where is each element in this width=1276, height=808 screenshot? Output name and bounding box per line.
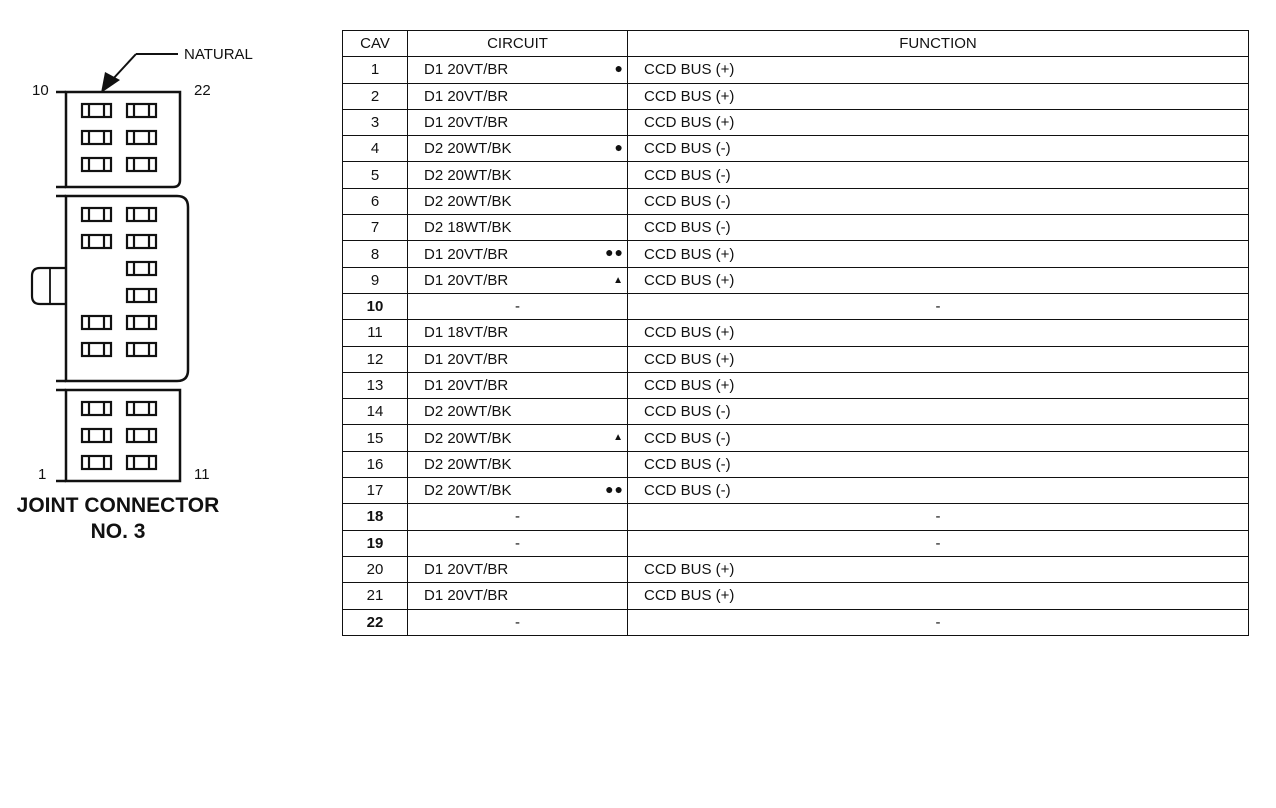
circuit-text: D2 20WT/BK — [424, 166, 512, 184]
circuit-cell — [408, 478, 628, 504]
table-row — [343, 425, 1249, 451]
table-row — [343, 583, 1249, 609]
function-cell: CCD BUS (-) — [628, 478, 1249, 504]
circuit-text: D1 20VT/BR — [424, 587, 509, 605]
function-cell: CCD BUS (-) — [628, 136, 1249, 162]
circuit-text: D1 20VT/BR — [424, 271, 509, 289]
cav-cell: 11 — [343, 320, 408, 346]
table-header-row — [343, 31, 1249, 57]
circuit-cell — [408, 241, 628, 267]
circuit-cell — [408, 451, 628, 477]
circuit-cell — [408, 320, 628, 346]
function-cell: CCD BUS (+) — [628, 320, 1249, 346]
circuit-text: - — [515, 508, 520, 526]
cav-cell: 4 — [343, 136, 408, 162]
function-cell: CCD BUS (+) — [628, 241, 1249, 267]
cav-cell: 17 — [343, 478, 408, 504]
table-row — [343, 57, 1249, 83]
circuit-text: D1 20VT/BR — [424, 245, 509, 263]
table-row — [343, 83, 1249, 109]
dot-marker-icon: ●● — [605, 481, 624, 498]
circuit-text: D2 20WT/BK — [424, 192, 512, 210]
function-cell: CCD BUS (+) — [628, 556, 1249, 582]
function-cell: CCD BUS (-) — [628, 215, 1249, 241]
table-row — [343, 109, 1249, 135]
pin-label-10: 10 — [32, 82, 49, 99]
pinout-table — [342, 30, 1249, 636]
cav-cell: 9 — [343, 267, 408, 293]
cav-cell: 2 — [343, 83, 408, 109]
table-row — [343, 320, 1249, 346]
cav-cell: 19 — [343, 530, 408, 556]
header-cav: CAV — [343, 31, 408, 57]
circuit-text: - — [515, 613, 520, 631]
function-cell: CCD BUS (-) — [628, 425, 1249, 451]
cav-cell: 1 — [343, 57, 408, 83]
cav-cell: 13 — [343, 372, 408, 398]
circuit-text: D1 20VT/BR — [424, 350, 509, 368]
pin-label-11: 11 — [194, 466, 210, 483]
function-cell: - — [628, 609, 1249, 635]
circuit-text: D1 20VT/BR — [424, 61, 509, 79]
header-function: FUNCTION — [628, 31, 1249, 57]
circuit-text: D2 20WT/BK — [424, 403, 512, 421]
triangle-marker-icon: ▲ — [613, 274, 624, 286]
table-row — [343, 451, 1249, 477]
table-row — [343, 556, 1249, 582]
function-cell: - — [628, 530, 1249, 556]
table-row — [343, 346, 1249, 372]
circuit-text: D2 20WT/BK — [424, 482, 512, 500]
cav-cell: 14 — [343, 399, 408, 425]
circuit-text: - — [515, 298, 520, 316]
table-row — [343, 504, 1249, 530]
pin-label-22: 22 — [194, 82, 211, 99]
circuit-cell — [408, 556, 628, 582]
table-row — [343, 162, 1249, 188]
dot-marker-icon: ●● — [605, 244, 624, 261]
function-cell: CCD BUS (+) — [628, 346, 1249, 372]
table-row — [343, 372, 1249, 398]
triangle-marker-icon: ▲ — [613, 432, 624, 444]
function-cell: CCD BUS (+) — [628, 372, 1249, 398]
circuit-cell — [408, 504, 628, 530]
function-cell: CCD BUS (-) — [628, 162, 1249, 188]
cav-cell: 3 — [343, 109, 408, 135]
circuit-cell — [408, 425, 628, 451]
cav-cell: 12 — [343, 346, 408, 372]
function-cell: CCD BUS (-) — [628, 451, 1249, 477]
circuit-cell — [408, 109, 628, 135]
natural-label: NATURAL — [184, 46, 253, 63]
table-row — [343, 241, 1249, 267]
table-row — [343, 267, 1249, 293]
table-body — [343, 57, 1249, 636]
table-row — [343, 136, 1249, 162]
table-row — [343, 478, 1249, 504]
circuit-text: D2 20WT/BK — [424, 455, 512, 473]
dot-marker-icon: ● — [614, 60, 624, 77]
circuit-cell — [408, 57, 628, 83]
connector-title: JOINT CONNECTOR — [16, 494, 220, 517]
circuit-cell — [408, 293, 628, 319]
table-row — [343, 399, 1249, 425]
circuit-cell — [408, 267, 628, 293]
cav-cell: 20 — [343, 556, 408, 582]
table-row — [343, 215, 1249, 241]
circuit-cell — [408, 83, 628, 109]
circuit-text: D2 18WT/BK — [424, 219, 512, 237]
dot-marker-icon: ● — [614, 139, 624, 156]
circuit-text: D1 20VT/BR — [424, 87, 509, 105]
function-cell: CCD BUS (+) — [628, 57, 1249, 83]
connector-subtitle: NO. 3 — [90, 520, 146, 543]
table-row — [343, 609, 1249, 635]
circuit-text: D1 20VT/BR — [424, 114, 509, 132]
circuit-text: D1 18VT/BR — [424, 324, 509, 342]
header-circuit: CIRCUIT — [408, 31, 628, 57]
circuit-cell — [408, 399, 628, 425]
function-cell: CCD BUS (+) — [628, 267, 1249, 293]
function-cell: CCD BUS (-) — [628, 188, 1249, 214]
circuit-cell — [408, 136, 628, 162]
function-cell: - — [628, 504, 1249, 530]
circuit-text: - — [515, 534, 520, 552]
cav-cell: 22 — [343, 609, 408, 635]
cav-cell: 18 — [343, 504, 408, 530]
function-cell: CCD BUS (-) — [628, 399, 1249, 425]
circuit-cell — [408, 530, 628, 556]
circuit-cell — [408, 346, 628, 372]
function-cell: CCD BUS (+) — [628, 83, 1249, 109]
cav-cell: 6 — [343, 188, 408, 214]
table-row — [343, 188, 1249, 214]
circuit-text: D2 20WT/BK — [424, 140, 512, 158]
circuit-text: D1 20VT/BR — [424, 377, 509, 394]
table-row — [343, 530, 1249, 556]
cav-cell: 8 — [343, 241, 408, 267]
cav-cell: 5 — [343, 162, 408, 188]
cav-cell: 7 — [343, 215, 408, 241]
connector-diagram — [0, 0, 300, 560]
circuit-cell — [408, 583, 628, 609]
circuit-text: D2 20WT/BK — [424, 429, 512, 447]
circuit-cell — [408, 609, 628, 635]
function-cell: - — [628, 293, 1249, 319]
pin-label-1: 1 — [38, 466, 47, 483]
circuit-cell — [408, 162, 628, 188]
cav-cell: 15 — [343, 425, 408, 451]
function-cell: CCD BUS (+) — [628, 109, 1249, 135]
cav-cell: 16 — [343, 451, 408, 477]
circuit-text: D1 20VT/BR — [424, 561, 509, 579]
circuit-cell — [408, 188, 628, 214]
cav-cell: 21 — [343, 583, 408, 609]
circuit-cell — [408, 215, 628, 241]
circuit-cell — [408, 372, 628, 398]
function-cell: CCD BUS (+) — [628, 583, 1249, 609]
table-row — [343, 293, 1249, 319]
cav-cell: 10 — [343, 293, 408, 319]
